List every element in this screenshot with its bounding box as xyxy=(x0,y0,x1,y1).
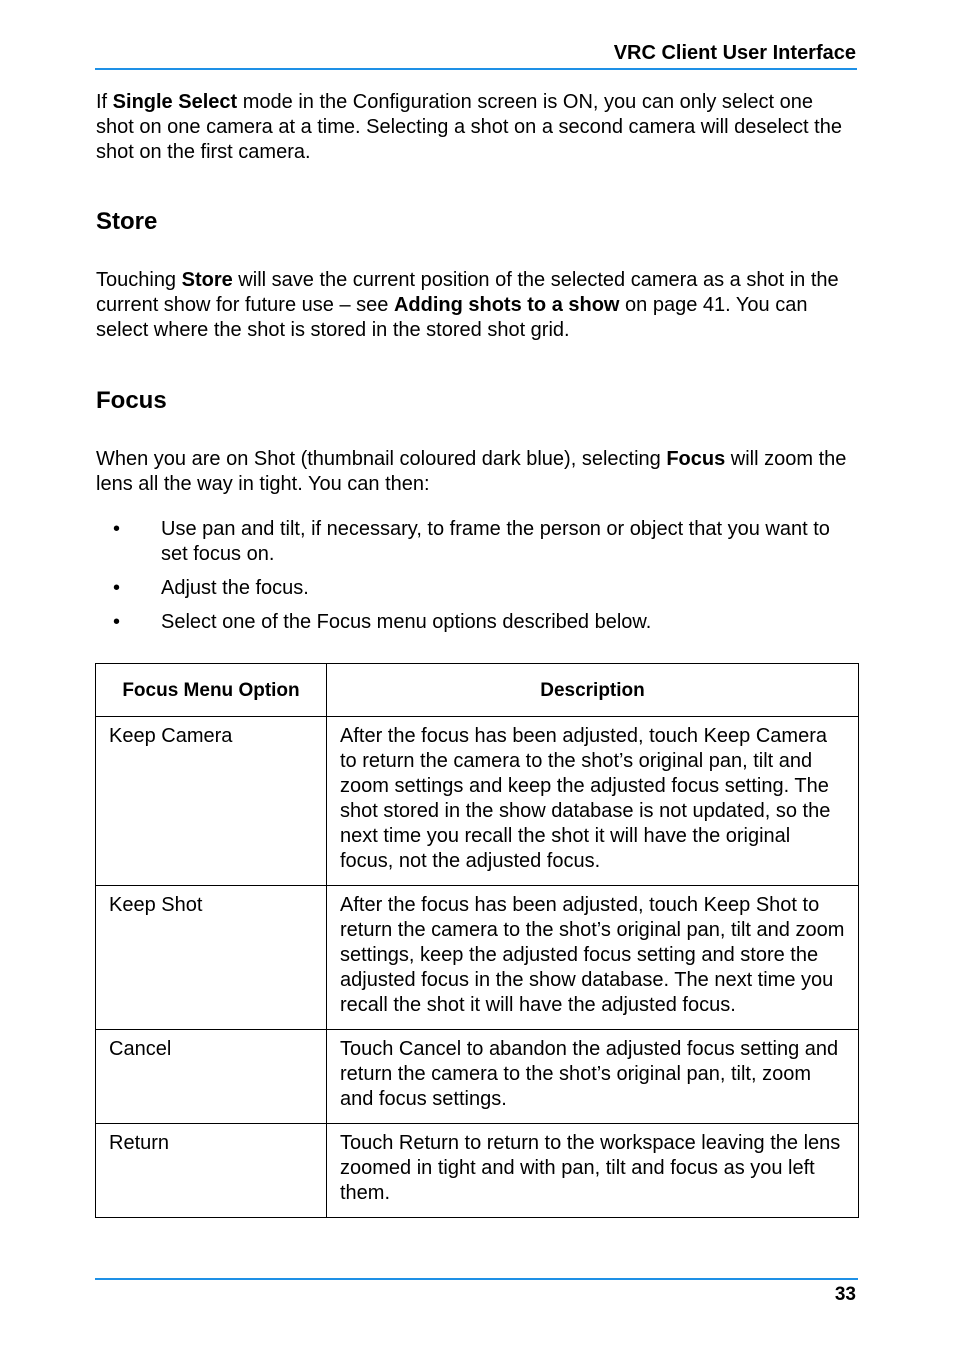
store-text-2: will save the current position of the selected camera as a shot in the current show for future use – see xyxy=(96,269,839,316)
footer-rule xyxy=(95,1278,858,1280)
description-cell: After the focus has been adjusted, touch Keep Shot to return the camera to the shot’s original pan, tilt and zoom settings, keep the adjusted focus setting and store the adjusted focus in the show database. The next time you recall the shot it will have the adjusted focus. xyxy=(327,886,859,1030)
focus-heading: Focus xyxy=(96,387,167,414)
store-heading: Store xyxy=(96,208,158,235)
intro-text-2: mode in the Configuration screen is ON, you can only select one shot on one camera at a time. Selecting a shot on a second camera will deselect the shot on the first camera. xyxy=(96,91,842,163)
description-cell: After the focus has been adjusted, touch Keep Camera to return the camera to the shot’s original pan, tilt and zoom settings and keep the adjusted focus setting. The shot stored in the show database is not updated, so the next time you recall the shot it will have the original focus, not the adjusted focus. xyxy=(327,717,859,886)
focus-menu-table xyxy=(95,663,859,1218)
store-bold-adding-shots: Adding shots to a show xyxy=(393,294,620,316)
header-rule xyxy=(95,68,857,70)
table-row xyxy=(96,717,859,886)
option-cell: Keep Camera xyxy=(96,717,327,886)
intro-bold-single-select: Single Select xyxy=(112,91,238,113)
column-header-option: Focus Menu Option xyxy=(96,664,327,717)
option-cell: Keep Shot xyxy=(96,886,327,1030)
bullet-marker: • xyxy=(113,611,121,633)
table-header-row xyxy=(96,664,859,717)
focus-text-2: will zoom the lens all the way in tight. You can then: xyxy=(96,448,847,495)
table-row xyxy=(96,886,859,1030)
page-header-title: VRC Client User Interface xyxy=(613,42,856,64)
store-text-3: on page 41. You can select where the shot is stored in the stored shot grid. xyxy=(96,294,808,341)
description-cell: Touch Return to return to the workspace leaving the lens zoomed in tight and with pan, tilt and focus as you left them. xyxy=(327,1124,859,1218)
table-row xyxy=(96,1124,859,1218)
description-cell: Touch Cancel to abandon the adjusted focus setting and return the camera to the shot’s original pan, tilt, zoom and focus settings. xyxy=(327,1030,859,1124)
focus-paragraph xyxy=(96,447,856,497)
page-number: 33 xyxy=(834,1284,856,1305)
intro-text-1: If xyxy=(96,91,113,113)
bullet-text: Adjust the focus. xyxy=(161,577,309,599)
focus-text-1: When you are on Shot (thumbnail coloured dark blue), selecting xyxy=(96,448,667,470)
focus-bold-focus: Focus xyxy=(666,448,726,470)
table-row xyxy=(96,1030,859,1124)
store-bold-store: Store xyxy=(181,269,233,291)
option-cell: Return xyxy=(96,1124,327,1218)
option-cell: Cancel xyxy=(96,1030,327,1124)
column-header-description: Description xyxy=(327,664,859,717)
store-text-1: Touching xyxy=(96,269,182,291)
bullet-text: Use pan and tilt, if necessary, to frame the person or object that you want to set focus on. xyxy=(161,518,830,565)
intro-paragraph xyxy=(96,90,856,165)
bullet-marker: • xyxy=(113,577,121,599)
bullet-marker: • xyxy=(113,518,121,540)
store-paragraph xyxy=(96,268,856,343)
bullet-text: Select one of the Focus menu options described below. xyxy=(161,611,652,633)
